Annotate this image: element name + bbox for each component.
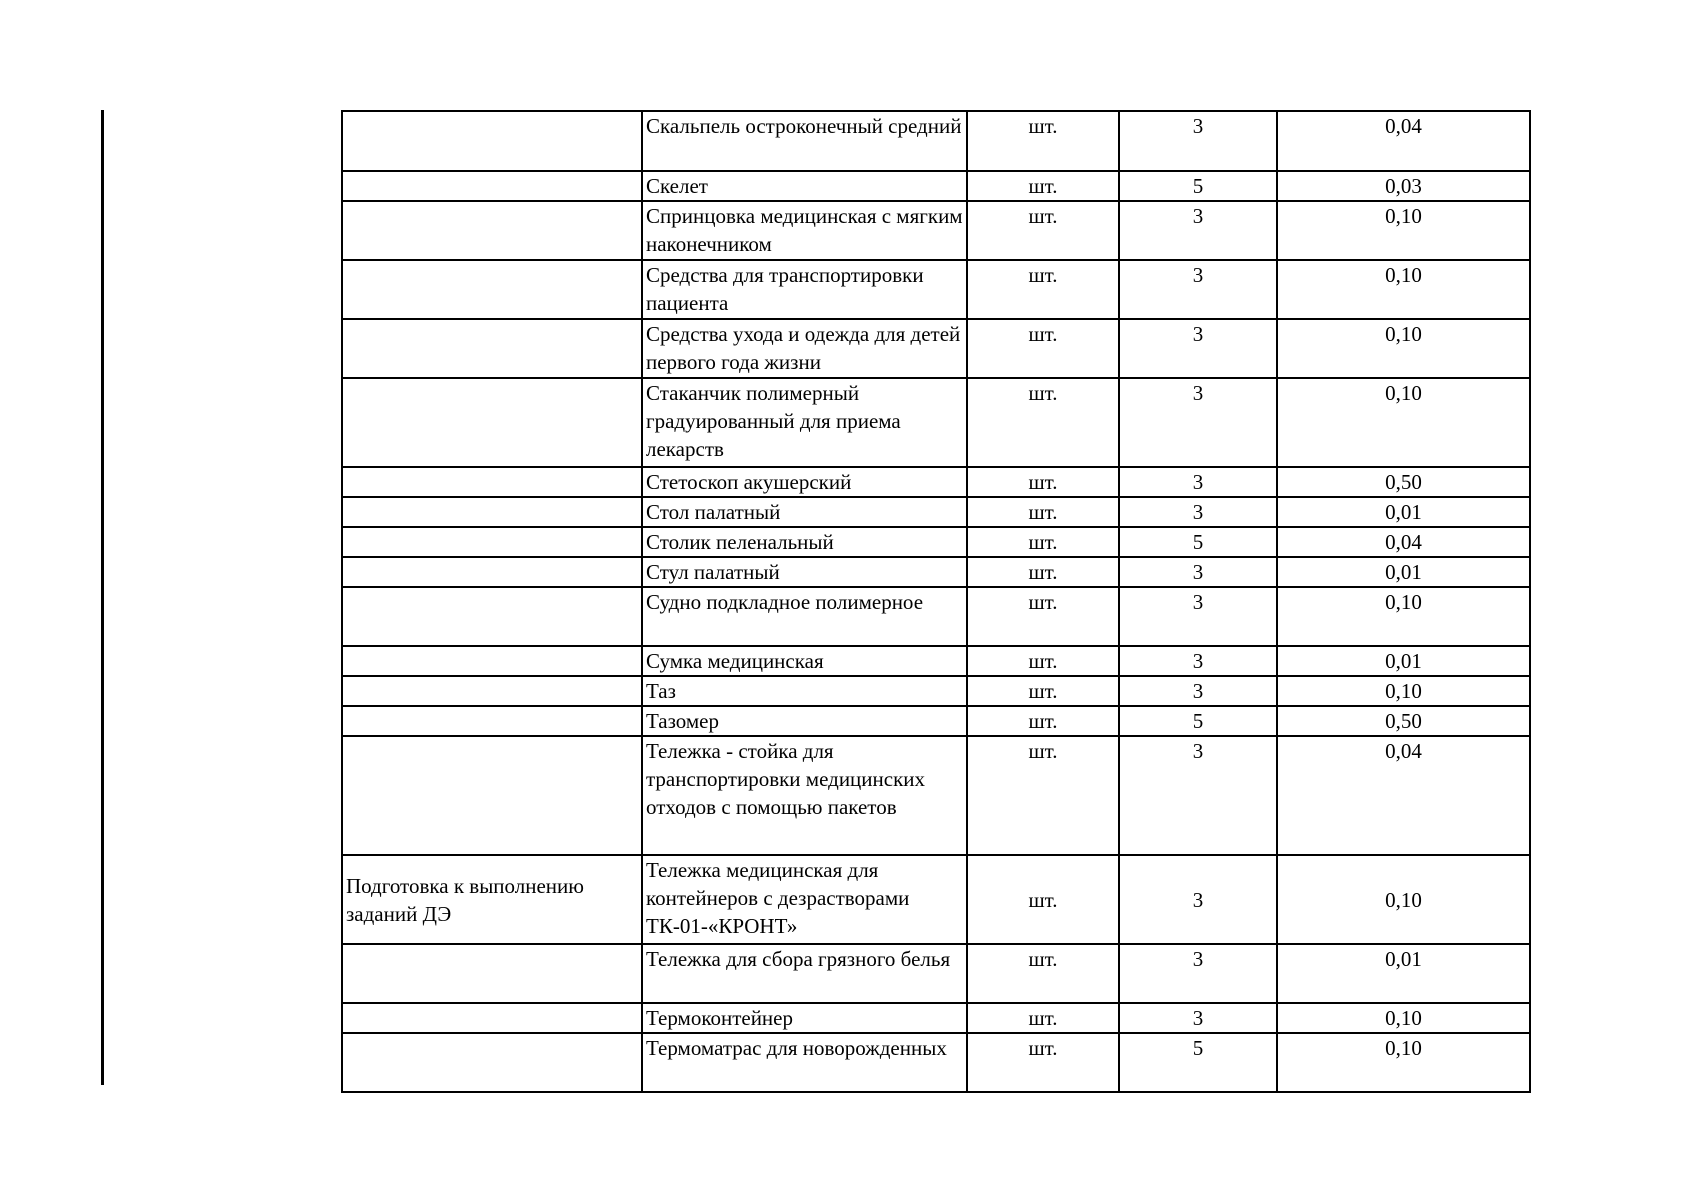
quantity-cell: 3: [1119, 1003, 1277, 1033]
unit-cell: шт.: [967, 260, 1119, 319]
unit-cell: шт.: [967, 378, 1119, 467]
norm-cell: 0,50: [1277, 467, 1530, 497]
unit-cell: шт.: [967, 111, 1119, 171]
table-row: [342, 1003, 1530, 1033]
table-row: [342, 527, 1530, 557]
section-cell: [342, 319, 642, 378]
table-row: [342, 587, 1530, 646]
norm-cell: 0,10: [1277, 587, 1530, 646]
table-row: [342, 944, 1530, 1003]
norm-cell: 0,04: [1277, 111, 1530, 171]
section-cell: [342, 1033, 642, 1092]
section-cell: [342, 111, 642, 171]
norm-cell: 0,10: [1277, 1033, 1530, 1092]
section-cell: [342, 201, 642, 260]
norm-cell: 0,04: [1277, 527, 1530, 557]
unit-cell: шт.: [967, 201, 1119, 260]
norm-cell: 0,10: [1277, 1003, 1530, 1033]
item-name-cell: Стол палатный: [642, 497, 967, 527]
section-cell: Подготовка к выполнению заданий ДЭ: [342, 855, 642, 944]
quantity-cell: 3: [1119, 260, 1277, 319]
unit-cell: шт.: [967, 319, 1119, 378]
quantity-cell: 5: [1119, 1033, 1277, 1092]
table-row: [342, 1033, 1530, 1092]
section-cell: [342, 260, 642, 319]
quantity-cell: 3: [1119, 111, 1277, 171]
item-name-cell: Спринцовка медицинская с мягким наконечником: [642, 201, 967, 260]
quantity-cell: 5: [1119, 706, 1277, 736]
unit-cell: шт.: [967, 587, 1119, 646]
section-cell: [342, 467, 642, 497]
item-name-cell: Термоконтейнер: [642, 1003, 967, 1033]
section-cell: [342, 587, 642, 646]
unit-cell: шт.: [967, 706, 1119, 736]
table-row: [342, 171, 1530, 201]
section-cell: [342, 378, 642, 467]
quantity-cell: 3: [1119, 467, 1277, 497]
norm-cell: 0,04: [1277, 736, 1530, 855]
table-row: [342, 378, 1530, 467]
table-row: [342, 676, 1530, 706]
table-row: [342, 260, 1530, 319]
unit-cell: шт.: [967, 527, 1119, 557]
norm-cell: 0,10: [1277, 319, 1530, 378]
quantity-cell: 5: [1119, 171, 1277, 201]
table-row: [342, 497, 1530, 527]
section-cell: [342, 706, 642, 736]
section-cell: [342, 1003, 642, 1033]
table-row: [342, 201, 1530, 260]
unit-cell: шт.: [967, 171, 1119, 201]
quantity-cell: 3: [1119, 201, 1277, 260]
section-cell: [342, 944, 642, 1003]
item-name-cell: Стул палатный: [642, 557, 967, 587]
quantity-cell: 3: [1119, 378, 1277, 467]
unit-cell: шт.: [967, 557, 1119, 587]
item-name-cell: Тазомер: [642, 706, 967, 736]
quantity-cell: 3: [1119, 855, 1277, 944]
norm-cell: 0,01: [1277, 557, 1530, 587]
table-row: [342, 736, 1530, 855]
equipment-table: [341, 110, 1531, 1093]
norm-cell: 0,10: [1277, 676, 1530, 706]
item-name-cell: Средства ухода и одежда для детей первого года жизни: [642, 319, 967, 378]
norm-cell: 0,01: [1277, 646, 1530, 676]
quantity-cell: 3: [1119, 497, 1277, 527]
table-row: [342, 646, 1530, 676]
item-name-cell: Тележка медицинская для контейнеров с дезрастворами ТК-01-«КРОНТ»: [642, 855, 967, 944]
norm-cell: 0,50: [1277, 706, 1530, 736]
quantity-cell: 3: [1119, 557, 1277, 587]
table-row: [342, 706, 1530, 736]
item-name-cell: Тележка для сбора грязного белья: [642, 944, 967, 1003]
table-row: [342, 557, 1530, 587]
item-name-cell: Стетоскоп акушерский: [642, 467, 967, 497]
margin-line: [101, 110, 104, 1085]
quantity-cell: 3: [1119, 646, 1277, 676]
unit-cell: шт.: [967, 467, 1119, 497]
table-row: [342, 855, 1530, 944]
unit-cell: шт.: [967, 1003, 1119, 1033]
quantity-cell: 3: [1119, 676, 1277, 706]
item-name-cell: Судно подкладное полимерное: [642, 587, 967, 646]
quantity-cell: 5: [1119, 527, 1277, 557]
norm-cell: 0,01: [1277, 497, 1530, 527]
item-name-cell: Столик пеленальный: [642, 527, 967, 557]
unit-cell: шт.: [967, 1033, 1119, 1092]
item-name-cell: Таз: [642, 676, 967, 706]
norm-cell: 0,10: [1277, 855, 1530, 944]
norm-cell: 0,10: [1277, 260, 1530, 319]
section-cell: [342, 646, 642, 676]
item-name-cell: Сумка медицинская: [642, 646, 967, 676]
section-cell: [342, 171, 642, 201]
unit-cell: шт.: [967, 944, 1119, 1003]
quantity-cell: 3: [1119, 319, 1277, 378]
item-name-cell: Скальпель остроконечный средний: [642, 111, 967, 171]
quantity-cell: 3: [1119, 587, 1277, 646]
quantity-cell: 3: [1119, 944, 1277, 1003]
table-row: [342, 111, 1530, 171]
section-cell: [342, 497, 642, 527]
item-name-cell: Средства для транспортировки пациента: [642, 260, 967, 319]
section-cell: [342, 557, 642, 587]
item-name-cell: Стаканчик полимерный градуированный для приема лекарств: [642, 378, 967, 467]
item-name-cell: Скелет: [642, 171, 967, 201]
unit-cell: шт.: [967, 855, 1119, 944]
unit-cell: шт.: [967, 736, 1119, 855]
section-cell: [342, 676, 642, 706]
table-row: [342, 467, 1530, 497]
item-name-cell: Тележка - стойка для транспортировки медицинских отходов с помощью пакетов: [642, 736, 967, 855]
unit-cell: шт.: [967, 676, 1119, 706]
item-name-cell: Термоматрас для новорожденных: [642, 1033, 967, 1092]
norm-cell: 0,01: [1277, 944, 1530, 1003]
table-row: [342, 319, 1530, 378]
quantity-cell: 3: [1119, 736, 1277, 855]
unit-cell: шт.: [967, 497, 1119, 527]
norm-cell: 0,10: [1277, 201, 1530, 260]
section-cell: [342, 527, 642, 557]
section-cell: [342, 736, 642, 855]
norm-cell: 0,03: [1277, 171, 1530, 201]
unit-cell: шт.: [967, 646, 1119, 676]
norm-cell: 0,10: [1277, 378, 1530, 467]
